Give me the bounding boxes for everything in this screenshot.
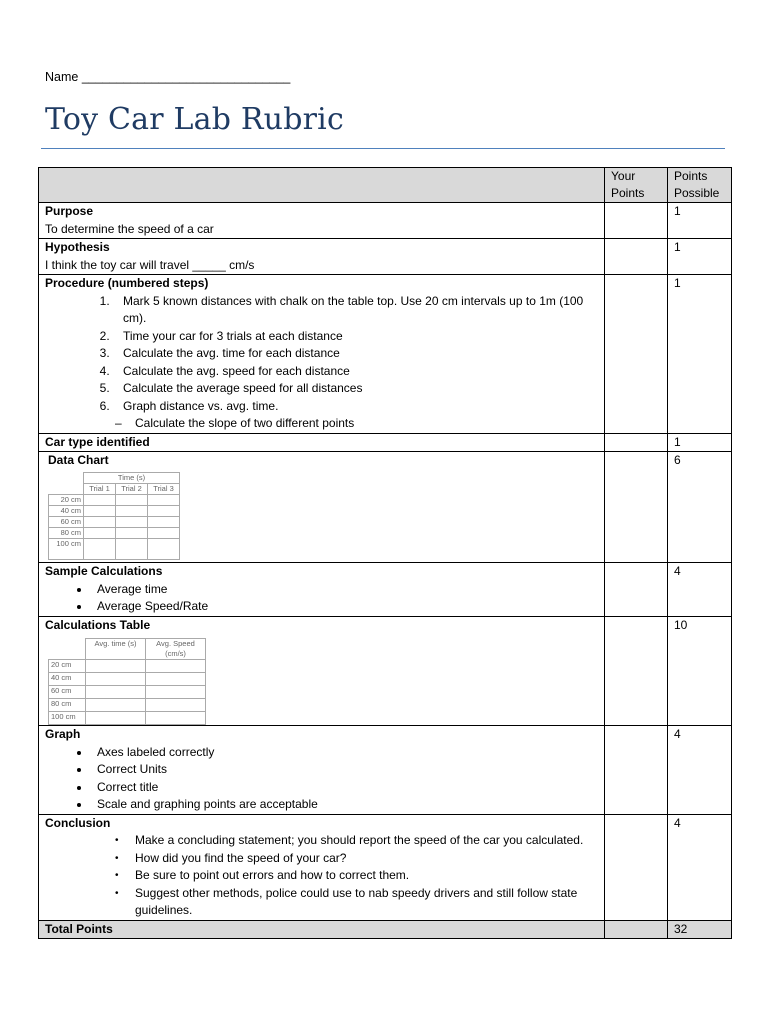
sample-calc-your-points[interactable]	[605, 563, 668, 617]
graph-points: 4	[668, 726, 732, 815]
list-item: • Be sure to point out errors and how to correct them.	[135, 867, 598, 885]
sample-calc-list	[45, 581, 598, 616]
car-type-heading: Car type identified	[39, 433, 605, 452]
list-item: • How did you find the speed of your car?	[135, 850, 598, 868]
procedure-substep	[45, 415, 598, 433]
car-type-points: 1	[668, 433, 732, 452]
header-item-cell	[39, 168, 605, 203]
data-chart-sample-table	[48, 472, 180, 560]
list-item: 1. Mark 5 known distances with chalk on the table top. Use 20 cm intervals up to 1m (100 cm).	[113, 293, 598, 328]
data-chart-row-label: 100 cm	[49, 538, 84, 559]
purpose-text: To determine the speed of a car	[45, 221, 214, 236]
data-chart-row-label: 80 cm	[49, 527, 84, 538]
page-title: Toy Car Lab Rubric	[45, 102, 344, 137]
calc-table-row-label: 80 cm	[49, 699, 86, 712]
row-total	[39, 920, 732, 939]
data-chart-your-points[interactable]	[605, 452, 668, 563]
conclusion-heading: Conclusion	[45, 815, 111, 830]
graph-heading: Graph	[45, 727, 81, 741]
data-chart-heading: Data Chart	[48, 453, 109, 467]
car-type-your-points[interactable]	[605, 433, 668, 452]
hypothesis-points: 1	[668, 239, 732, 275]
header-points-possible: Points Possible	[668, 168, 732, 203]
data-chart-row-label: 60 cm	[49, 516, 84, 527]
calc-table-col-header: Avg. time (s)	[86, 639, 146, 660]
list-item: • Average time	[91, 581, 598, 599]
list-item: • Scale and graphing points are acceptable	[91, 796, 598, 814]
list-item: • Average Speed/Rate	[91, 598, 598, 616]
calc-table-cell	[39, 616, 605, 726]
header-row	[39, 168, 732, 203]
name-field[interactable]	[45, 70, 290, 84]
calc-table-sample-table	[48, 638, 206, 725]
calc-table-row-label: 100 cm	[49, 712, 86, 725]
graph-cell	[39, 726, 605, 815]
procedure-your-points[interactable]	[605, 275, 668, 434]
row-procedure	[39, 275, 732, 434]
row-calculations-table	[39, 616, 732, 726]
data-chart-group-header: Time (s)	[84, 472, 180, 483]
sample-calc-heading: Sample Calculations	[45, 564, 163, 578]
list-item: • Correct Units	[91, 761, 598, 779]
sample-calc-cell	[39, 563, 605, 617]
data-chart-row-label: 20 cm	[49, 494, 84, 505]
calc-table-row-label: 60 cm	[49, 686, 86, 699]
calc-table-row-label: 40 cm	[49, 673, 86, 686]
conclusion-your-points[interactable]	[605, 814, 668, 920]
list-item: 6. Graph distance vs. avg. time.	[113, 398, 598, 416]
data-chart-col-header: Trial 2	[116, 483, 148, 494]
name-blank: ______________________________	[81, 70, 291, 84]
calc-table-col-header: Avg. Speed (cm/s)	[146, 639, 206, 660]
list-item: 4. Calculate the avg. speed for each distance	[113, 363, 598, 381]
procedure-cell	[39, 275, 605, 434]
total-your-points[interactable]	[605, 920, 668, 939]
list-item: • Make a concluding statement; you should report the speed of the car you calculated.	[135, 832, 598, 850]
row-purpose	[39, 203, 732, 239]
conclusion-cell	[39, 814, 605, 920]
sample-calc-points: 4	[668, 563, 732, 617]
list-item: • Correct title	[91, 779, 598, 797]
row-car-type	[39, 433, 732, 452]
purpose-heading: Purpose	[45, 204, 94, 218]
calc-table-row-label: 20 cm	[49, 660, 86, 673]
total-label: Total Points	[39, 920, 605, 939]
purpose-your-points[interactable]	[605, 203, 668, 239]
data-chart-col-header: Trial 1	[84, 483, 116, 494]
total-points: 32	[668, 920, 732, 939]
data-chart-points: 6	[668, 452, 732, 563]
procedure-points: 1	[668, 275, 732, 434]
procedure-heading: Procedure (numbered steps)	[45, 276, 209, 290]
data-chart-row-label: 40 cm	[49, 505, 84, 516]
list-item: • Suggest other methods, police could use to nab speedy drivers and still follow state guidelines.	[135, 885, 598, 920]
conclusion-list	[45, 832, 598, 920]
row-data-chart	[39, 452, 732, 563]
name-label: Name	[45, 70, 79, 84]
rubric-table	[38, 167, 732, 939]
title-divider	[41, 148, 725, 149]
calc-table-heading: Calculations Table	[45, 617, 151, 632]
hypothesis-text: I think the toy car will travel _____ cm/s	[45, 257, 255, 272]
conclusion-points: 4	[668, 814, 732, 920]
procedure-steps	[45, 293, 598, 416]
row-conclusion	[39, 814, 732, 920]
hypothesis-heading: Hypothesis	[45, 240, 110, 254]
calc-table-points: 10	[668, 616, 732, 726]
hypothesis-your-points[interactable]	[605, 239, 668, 275]
row-sample-calculations	[39, 563, 732, 617]
list-item: 2. Time your car for 3 trials at each distance	[113, 328, 598, 346]
row-hypothesis	[39, 239, 732, 275]
header-your-points: Your Points	[605, 168, 668, 203]
list-item: – Calculate the slope of two different points	[135, 415, 598, 433]
calc-table-your-points[interactable]	[605, 616, 668, 726]
purpose-cell	[39, 203, 605, 239]
list-item: 3. Calculate the avg. time for each distance	[113, 345, 598, 363]
data-chart-col-header: Trial 3	[148, 483, 180, 494]
list-item: • Axes labeled correctly	[91, 744, 598, 762]
purpose-points: 1	[668, 203, 732, 239]
list-item: 5. Calculate the average speed for all distances	[113, 380, 598, 398]
row-graph	[39, 726, 732, 815]
hypothesis-cell	[39, 239, 605, 275]
data-chart-cell	[39, 452, 605, 563]
graph-your-points[interactable]	[605, 726, 668, 815]
graph-list	[45, 744, 598, 814]
